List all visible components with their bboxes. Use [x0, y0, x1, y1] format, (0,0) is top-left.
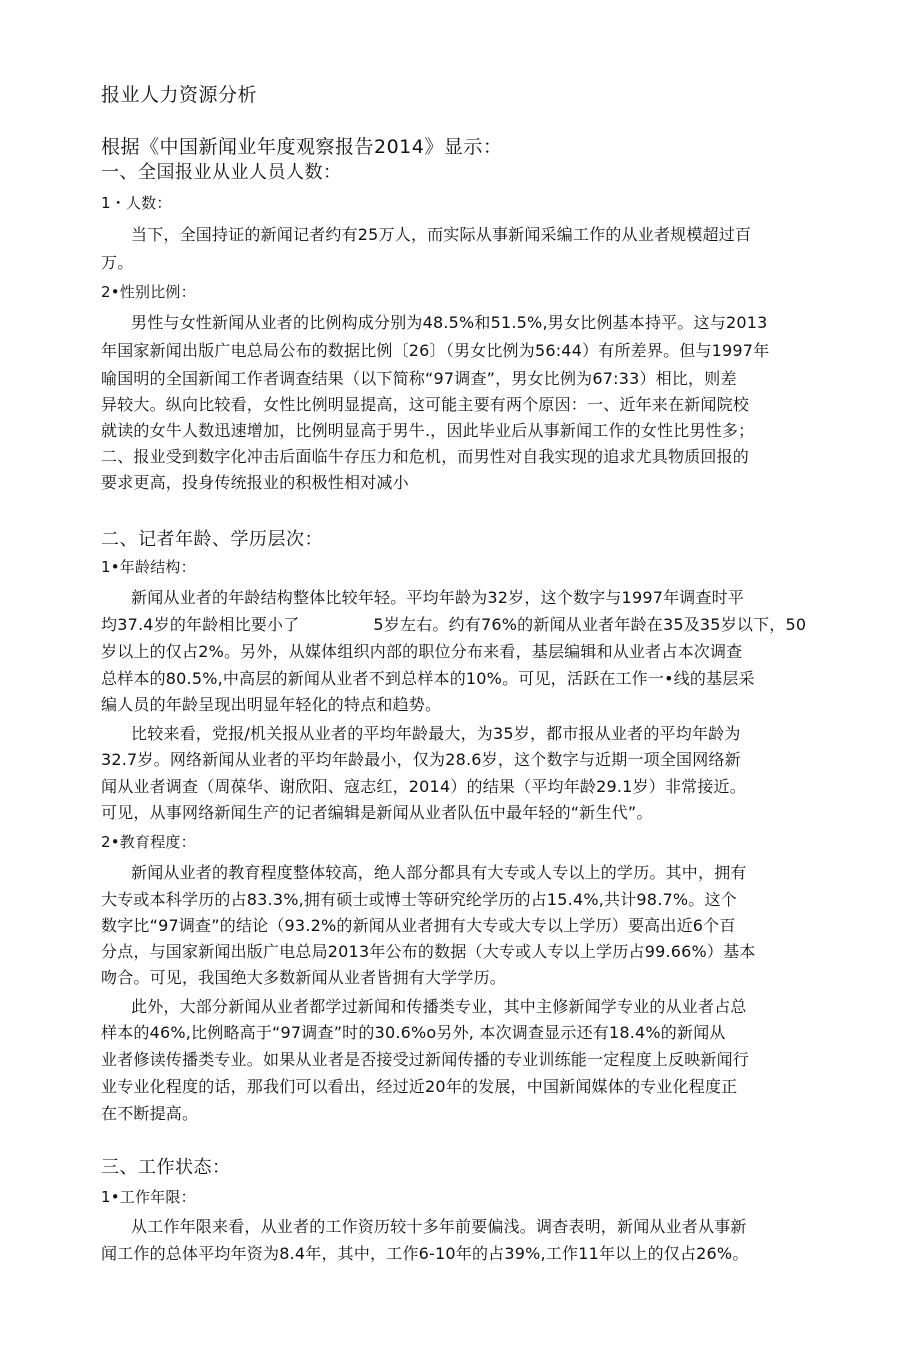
paragraph-line: 均37.4岁的年龄相比要小了 5岁左右。约有76%的新闻从业者年龄在35及35岁以下，50 — [101, 615, 807, 634]
section-heading: 二、记者年龄、学历层次： — [101, 529, 323, 550]
paragraph-line: 大专或本科学历的占83.3%,拥有硕士或博士等研究纶学历的占15.4%,共计98.7%。这个 — [101, 890, 737, 909]
paragraph-line: 总样本的80.5%,中高层的新闻从业者不到总样本的10%。可见，活跃在工作一•线的基层采 — [101, 669, 755, 688]
paragraph-line: 分点，与国家新闻出版广电总局2013年公布的数据（大专或人专以上学历占99.66%）基本 — [101, 942, 756, 961]
paragraph-line: 吻合。可见，我国绝大多数新闻从业者皆拥有大学学历。 — [101, 968, 507, 987]
paragraph-line: 万。 — [101, 253, 134, 272]
paragraph-line: 业专业化程度的话，那我们可以看出，经过近20年的发展，中国新闻媒体的专业化程度正 — [101, 1077, 738, 1096]
paragraph-line: 在不断提高。 — [101, 1104, 199, 1123]
paragraph-line: 要求更高，投身传统报业的积极性相对减小 — [101, 473, 409, 492]
paragraph-line: 二、报业受到数字化冲击后面临牛存压力和危机，而男性对自我实现的追求尤具物质回报的 — [101, 447, 750, 466]
paragraph-line: 闻从业者调查（周葆华、谢欣阳、寇志红，2014）的结果（平均年龄29.1岁）非常接近。 — [101, 777, 746, 796]
subsection-label: 2•教育程度： — [101, 833, 196, 851]
paragraph-line: 从工作年限来看，从业者的工作资历较十多年前要偏浅。调杳表明，新闻从业者从事新 — [131, 1217, 747, 1236]
page-title: 报业人力资源分析 — [101, 84, 258, 106]
paragraph-line: 岁以上的仅占2%。另外，从媒体组织内部的职位分布来看，基层编辑和从业者占本次调查 — [101, 642, 743, 661]
paragraph-line: 闻工作的总体平均年资为8.4年，其中，工作6-10年的占39%,工作11年以上的仅占26%。 — [101, 1244, 749, 1263]
paragraph-line: 此外，大部分新闻从业者都学过新闻和传播类专业，其中主修新闻学专业的从业者占总 — [131, 997, 747, 1016]
subsection-label: 1•工作年限： — [101, 1188, 196, 1206]
paragraph-line: 异较大。纵向比较看，女性比例明显提高，这可能主要有两个原因：一、近年来在新闻院校 — [101, 395, 750, 414]
subsection-label: 1・人数： — [101, 194, 172, 212]
section-heading: 三、工作状态： — [101, 1157, 231, 1178]
paragraph-line: 新闻从业者的教育程度整体较高，绝人部分都具有大专或人专以上的学历。其中，拥有 — [131, 863, 747, 882]
paragraph-line: 男性与女性新闻从业者的比例构成分别为48.5%和51.5%,男女比例基本持平。这与2013 — [131, 313, 768, 332]
paragraph-line: 比较来看，党报/机关报从业者的平均年龄最大，为35岁，都市报从业者的平均年龄为 — [131, 724, 741, 743]
section-heading: 一、全国报业从业人员人数： — [101, 162, 342, 183]
paragraph-line: 数字比“97调查”的结论（93.2%的新闻从业者拥有大专或大专以上学历）要高出近6个百 — [101, 916, 736, 935]
paragraph-line: 可见，从事网络新闻生产的记者编辑是新闻从业者队伍中最年轻的“新生代”。 — [101, 803, 653, 822]
paragraph-line: 喻国明的全国新闻工作者调查结果（以下简称“97调查”，男女比例为67:33）相比，则差 — [101, 369, 737, 388]
paragraph-line: 年国家新闻出版广电总局公布的数据比例〔26〕（男女比例为56:44）有所差界。但与1997年 — [101, 341, 770, 360]
subsection-label: 2•性别比例： — [101, 283, 196, 301]
paragraph-line: 当下，全国持证的新闻记者约有25万人，而实际从事新闻采编工作的从业者规模超过百 — [131, 225, 752, 244]
paragraph-line: 业者修读传播类专业。如果从业者是否接受过新闻传播的专业训练能一定程度上反映新闻行 — [101, 1050, 750, 1069]
intro-text: 根据《中国新闻业年度观察报告2014》显示： — [101, 136, 503, 158]
paragraph-line: 32.7岁。网络新闻从业者的平均年龄最小，仅为28.6岁，这个数字与近期一项全国网络新 — [101, 750, 741, 769]
paragraph-line: 编人员的年龄呈现出明显年轻化的特点和趋势。 — [101, 695, 442, 714]
paragraph-line: 就读的女牛人数迅速增加，比例明显高于男牛.，因此毕业后从事新闻工作的女性比男性多； — [101, 421, 755, 440]
subsection-label: 1•年龄结构： — [101, 558, 196, 576]
paragraph-line: 样本的46%,比例略高于“97调查”时的30.6%o另外, 本次调查显示还有18.4%的新闻从 — [101, 1023, 726, 1042]
paragraph-line: 新闻从业者的年龄结构整体比较年轻。平均年龄为32岁，这个数字与1997年调查时平 — [131, 588, 745, 607]
